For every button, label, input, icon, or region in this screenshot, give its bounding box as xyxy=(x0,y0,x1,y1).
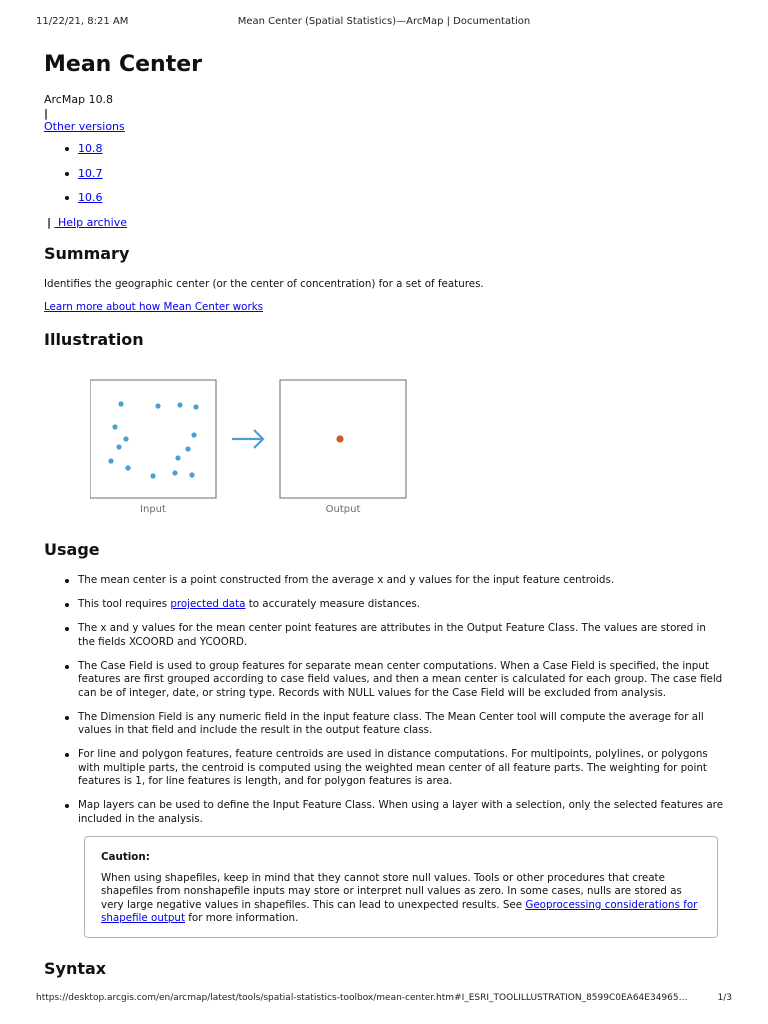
print-footer xyxy=(36,993,732,1007)
print-datetime: 11/22/21, 8:21 AM xyxy=(36,16,129,27)
input-point xyxy=(175,455,180,460)
input-point xyxy=(177,402,182,407)
summary-heading: Summary xyxy=(44,244,130,263)
shapefile-considerations-link[interactable]: Geoprocessing considerations for shapefile output xyxy=(101,898,698,925)
usage-item: The Case Field is used to group features for separate mean center computations. When a Case Field is specified, the input features are first grouped according to case field values, and then a mean center is calculated for each group. The case field can be of integer, date, or string type. Records with NULL values for the Case Field will be excluded from analysis. xyxy=(44,660,724,701)
learn-more-link[interactable]: Learn more about how Mean Center works xyxy=(44,301,264,313)
help-archive-row xyxy=(47,216,127,229)
usage-text: This tool requires xyxy=(78,597,171,610)
version-separator: | xyxy=(44,107,49,120)
page-number: 1/3 xyxy=(717,993,732,1003)
input-point xyxy=(172,470,177,475)
usage-list xyxy=(44,574,724,837)
usage-item: The mean center is a point constructed from the average x and y values for the input feature centroids. xyxy=(44,574,724,588)
version-list xyxy=(44,142,103,216)
input-point xyxy=(193,404,198,409)
version-link-10-6[interactable]: 10.6 xyxy=(78,191,103,204)
input-point xyxy=(118,401,123,406)
version-item xyxy=(44,191,103,216)
input-point xyxy=(191,432,196,437)
version-item xyxy=(44,142,103,167)
usage-item: The x and y values for the mean center point features are attributes in the Output Feature Class. The values are stored in the fields XCOORD and YCOORD. xyxy=(44,622,724,649)
print-url: https://desktop.arcgis.com/en/arcmap/latest/tools/spatial-statistics-toolbox/mean-center.htm#I_ESRI_TOOLILLUSTRATION_8599C0EA64E34965… xyxy=(36,993,688,1003)
usage-item: Map layers can be used to define the Input Feature Class. When using a layer with a selection, only the selected features are included in the analysis. xyxy=(44,799,724,826)
usage-heading: Usage xyxy=(44,540,100,559)
output-label: Output xyxy=(325,504,361,515)
syntax-heading: Syntax xyxy=(44,959,107,978)
help-archive-link[interactable]: Help archive xyxy=(54,216,127,229)
illustration-svg xyxy=(90,379,410,519)
print-title: Mean Center (Spatial Statistics)—ArcMap | Documentation xyxy=(237,16,531,27)
input-label: Input xyxy=(140,504,166,515)
input-point xyxy=(150,473,155,478)
usage-item xyxy=(44,598,724,612)
caution-text-pre: When using shapefiles, keep in mind that they cannot store null values. Tools or other procedures that create shapefiles from nonshapefile inputs may store or interpret null values as zero. In some cases, nulls are stored as very large negative values in shapefiles. This can lead to unexpected results. See xyxy=(101,871,682,911)
input-point xyxy=(125,465,130,470)
input-point xyxy=(116,444,121,449)
caution-text xyxy=(101,872,701,926)
usage-text: to accurately measure distances. xyxy=(245,597,421,610)
help-archive-separator: | xyxy=(47,216,52,229)
mean-center-illustration xyxy=(90,379,410,519)
arrow-right-icon xyxy=(232,430,263,448)
input-frame xyxy=(90,380,216,498)
caution-title: Caution: xyxy=(101,851,150,863)
input-point xyxy=(189,472,194,477)
version-link-10-7[interactable]: 10.7 xyxy=(78,166,103,180)
input-point xyxy=(123,436,128,441)
input-point xyxy=(112,424,117,429)
input-point xyxy=(155,403,160,408)
mean-center-point xyxy=(336,435,343,442)
caution-text-post: for more information. xyxy=(185,912,299,925)
page-title: Mean Center xyxy=(44,52,202,77)
illustration-heading: Illustration xyxy=(44,330,144,349)
version-item xyxy=(44,167,103,192)
summary-text: Identifies the geographic center (or the center of concentration) for a set of features. xyxy=(44,278,484,290)
print-header xyxy=(36,16,732,30)
caution-box xyxy=(84,836,718,938)
input-point xyxy=(108,458,113,463)
projected-data-link[interactable]: projected data xyxy=(170,597,246,610)
usage-item: The Dimension Field is any numeric field in the input feature class. The Mean Center tool will compute the average for all values in that field and include the result in the output feature class. xyxy=(44,711,724,738)
usage-item: For line and polygon features, feature centroids are used in distance computations. For multipoints, polylines, or polygons with multiple parts, the centroid is computed using the weighted mean center of all feature parts. The weighting for point features is 1, for line features is length, and for polygon features is area. xyxy=(44,748,724,789)
other-versions-link[interactable]: Other versions xyxy=(44,120,125,133)
version-link-10-8[interactable]: 10.8 xyxy=(78,142,103,155)
product-version: ArcMap 10.8 xyxy=(44,93,114,106)
input-point xyxy=(185,446,190,451)
